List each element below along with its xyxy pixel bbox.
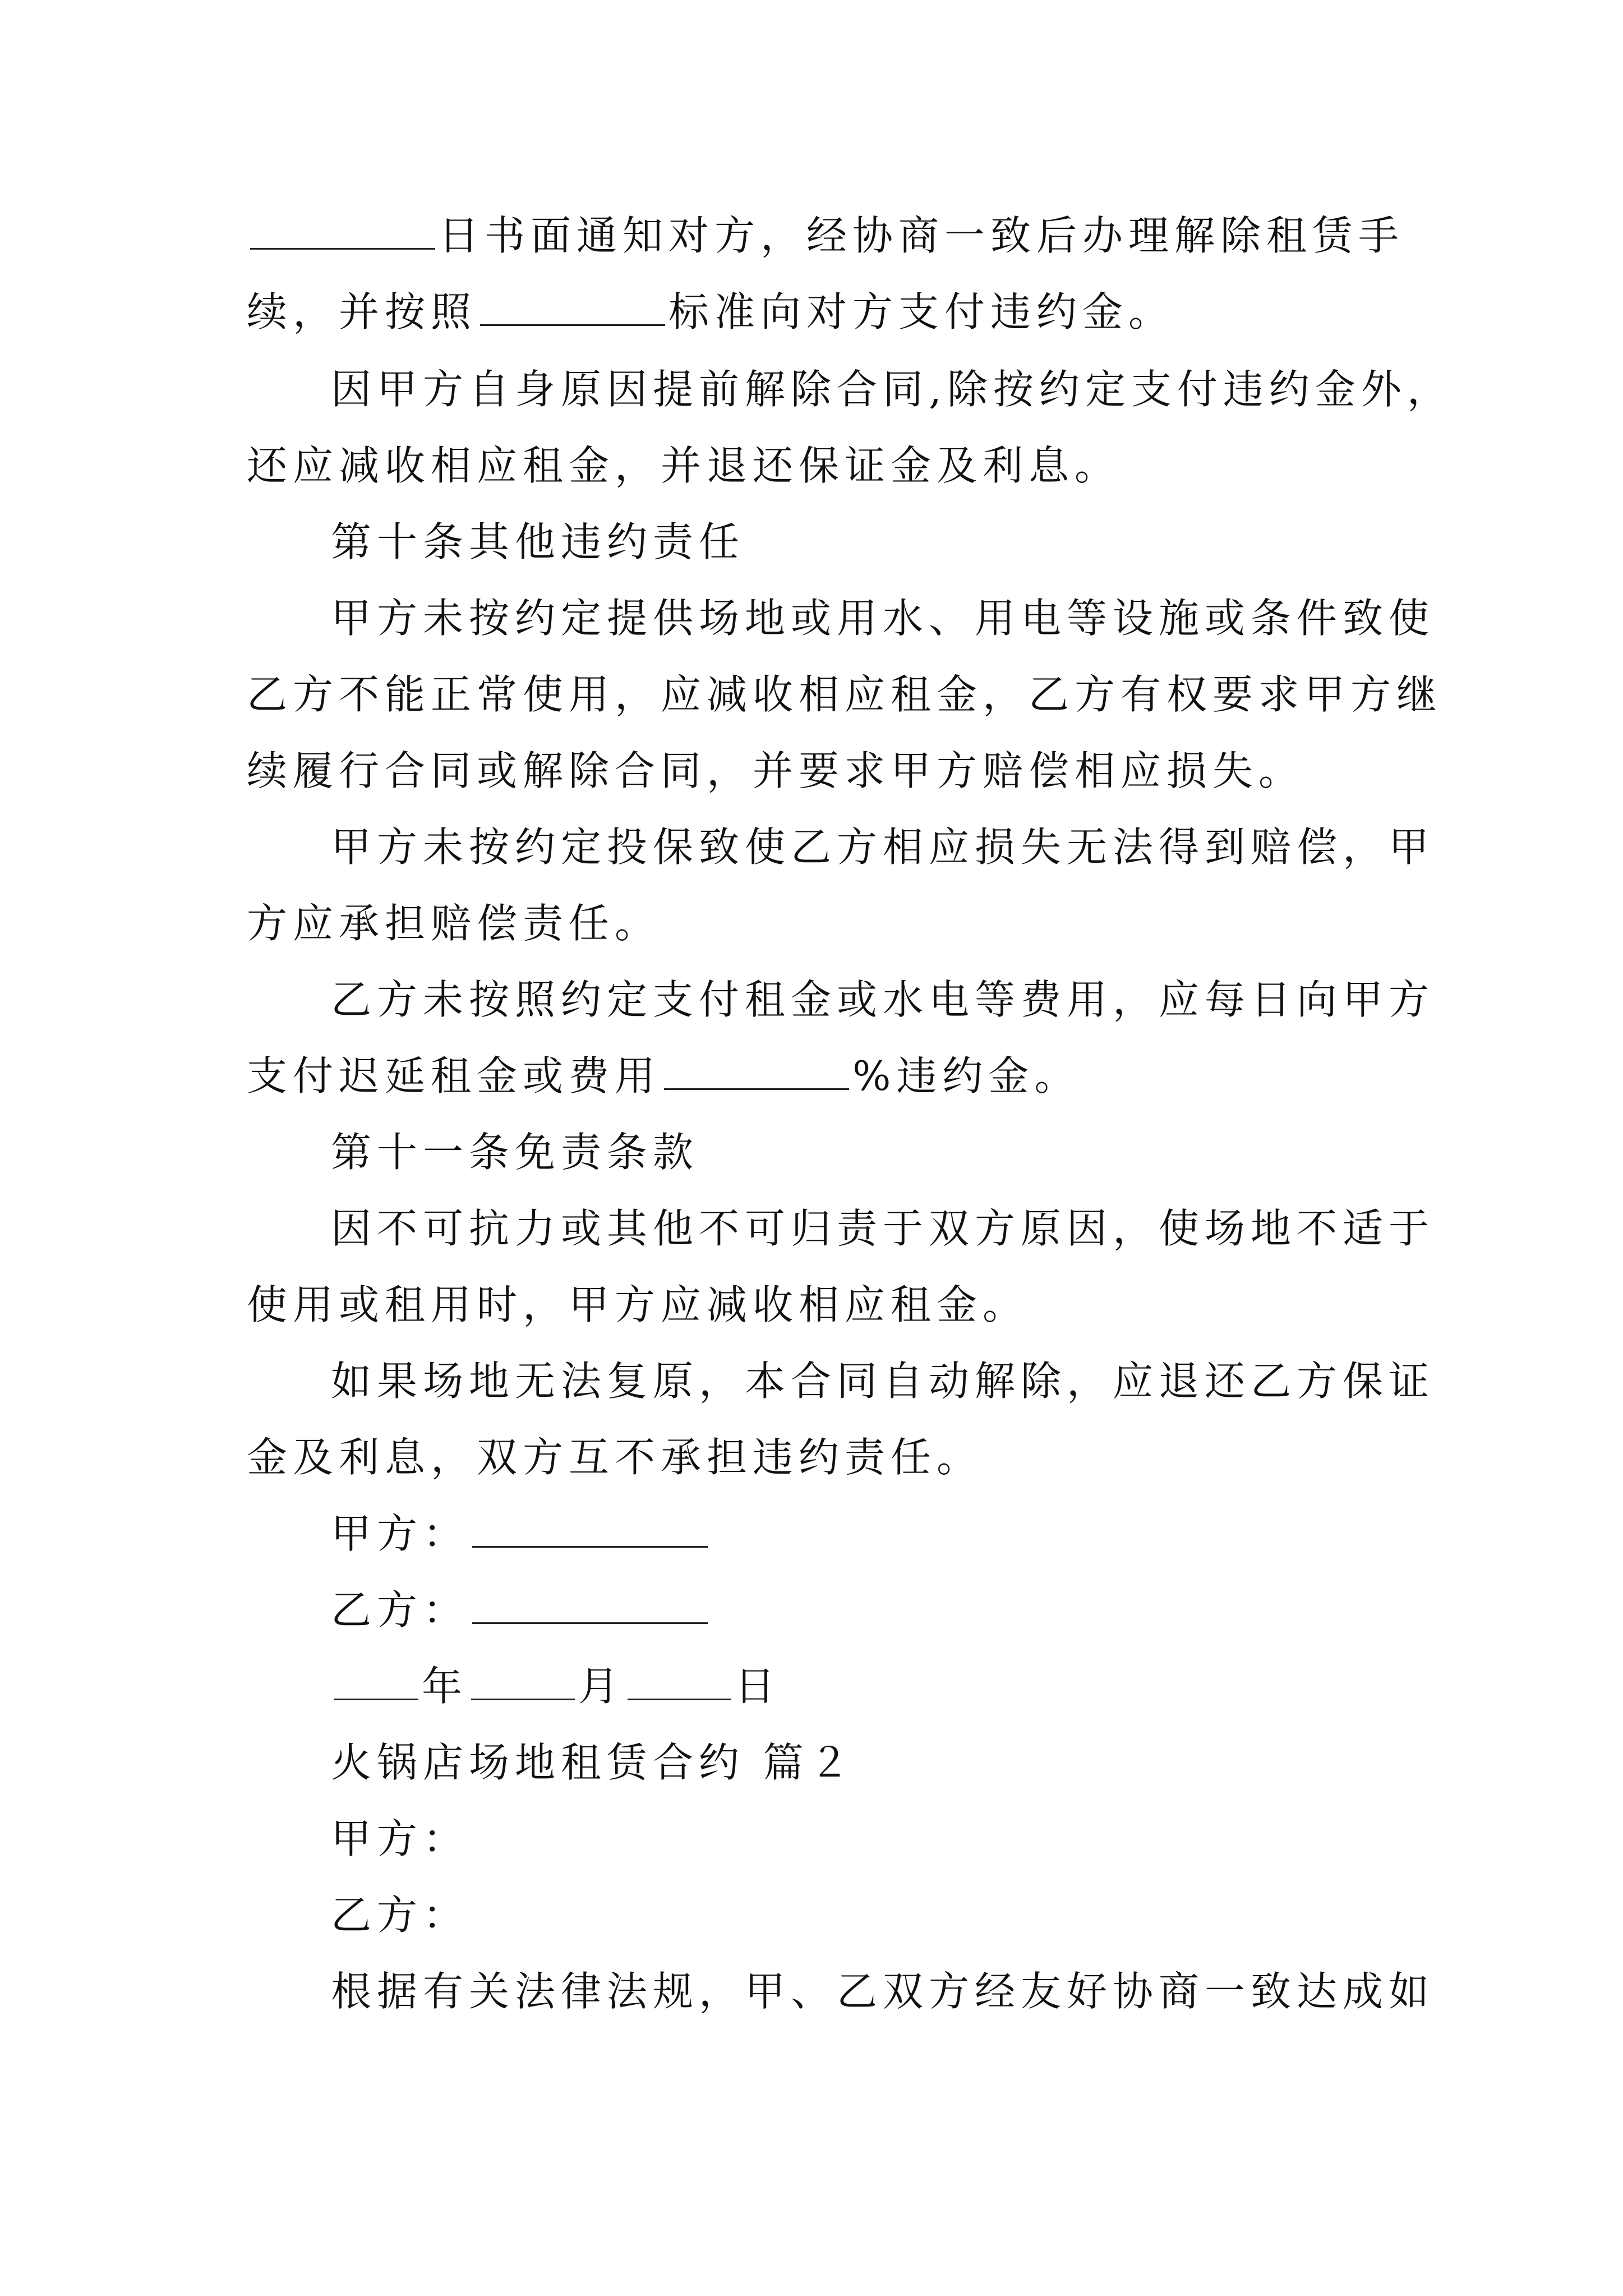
party-a-signature-line: 甲方： [331, 1507, 1509, 1561]
text-line-15: 使用或租用时，甲方应减收相应租金。 [247, 1281, 1029, 1328]
text-line-24: 根据有关法律法规，甲、乙双方经友好协商一致达成如 [331, 1968, 1435, 2015]
party-b-signature-line: 乙方： [331, 1583, 1509, 1637]
text-line-8: 续履行合同或解除合同，并要求甲方赔偿相应损失。 [247, 747, 1305, 794]
party-a-label: 甲方： [331, 1815, 469, 1862]
section-heading-10: 第十条其他违约责任 [331, 518, 745, 565]
text-line-11: 乙方未按照约定支付租金或水电等费用，应每日向甲方 [331, 976, 1435, 1023]
section-heading-11: 第十一条免责条款 [331, 1129, 699, 1176]
party-b-label: 乙方： [331, 1892, 469, 1939]
text-line-7: 乙方不能正常使用，应减收相应租金，乙方有权要求甲方继 [247, 671, 1443, 718]
text-line-6: 甲方未按约定提供场地或用水、用电等设施或条件致使 [331, 595, 1435, 642]
year-blank[interactable] [334, 1662, 418, 1700]
fill-blank[interactable] [664, 1052, 849, 1090]
party-b-blank[interactable] [472, 1586, 708, 1624]
text-line-16: 如果场地无法复原，本合同自动解除，应退还乙方保证 [331, 1358, 1435, 1405]
fill-blank[interactable] [480, 288, 665, 326]
day-blank[interactable] [628, 1662, 731, 1700]
text-line-2: 续，并按照 标准向对方支付违约金。 [247, 288, 1175, 335]
text-line-12: 支付迟延租金或费用 %违约金。 [247, 1052, 1081, 1099]
date-line: 年 月 日 [331, 1659, 1509, 1713]
month-blank[interactable] [471, 1662, 575, 1700]
fill-blank[interactable] [250, 211, 435, 250]
text-line-3: 因甲方自身原因提前解除合同,除按约定支付违约金外， [331, 366, 1453, 413]
text-line-1: 日书面通知对方，经协商一致后办理解除租赁手 [247, 209, 1424, 263]
party-a-blank[interactable] [472, 1510, 708, 1548]
text-line-14: 因不可抗力或其他不可归责于双方原因，使场地不适于 [331, 1205, 1435, 1252]
contract-title-part-2: 火锅店场地租赁合约 篇２ [331, 1739, 855, 1786]
text-line-17: 金及利息，双方互不承担违约责任。 [247, 1434, 983, 1481]
text-line-10: 方应承担赔偿责任。 [247, 900, 661, 947]
text-line-9: 甲方未按约定投保致使乙方相应损失无法得到赔偿，甲 [331, 823, 1435, 871]
text-line-4: 还应减收相应租金，并退还保证金及利息。 [247, 442, 1121, 489]
